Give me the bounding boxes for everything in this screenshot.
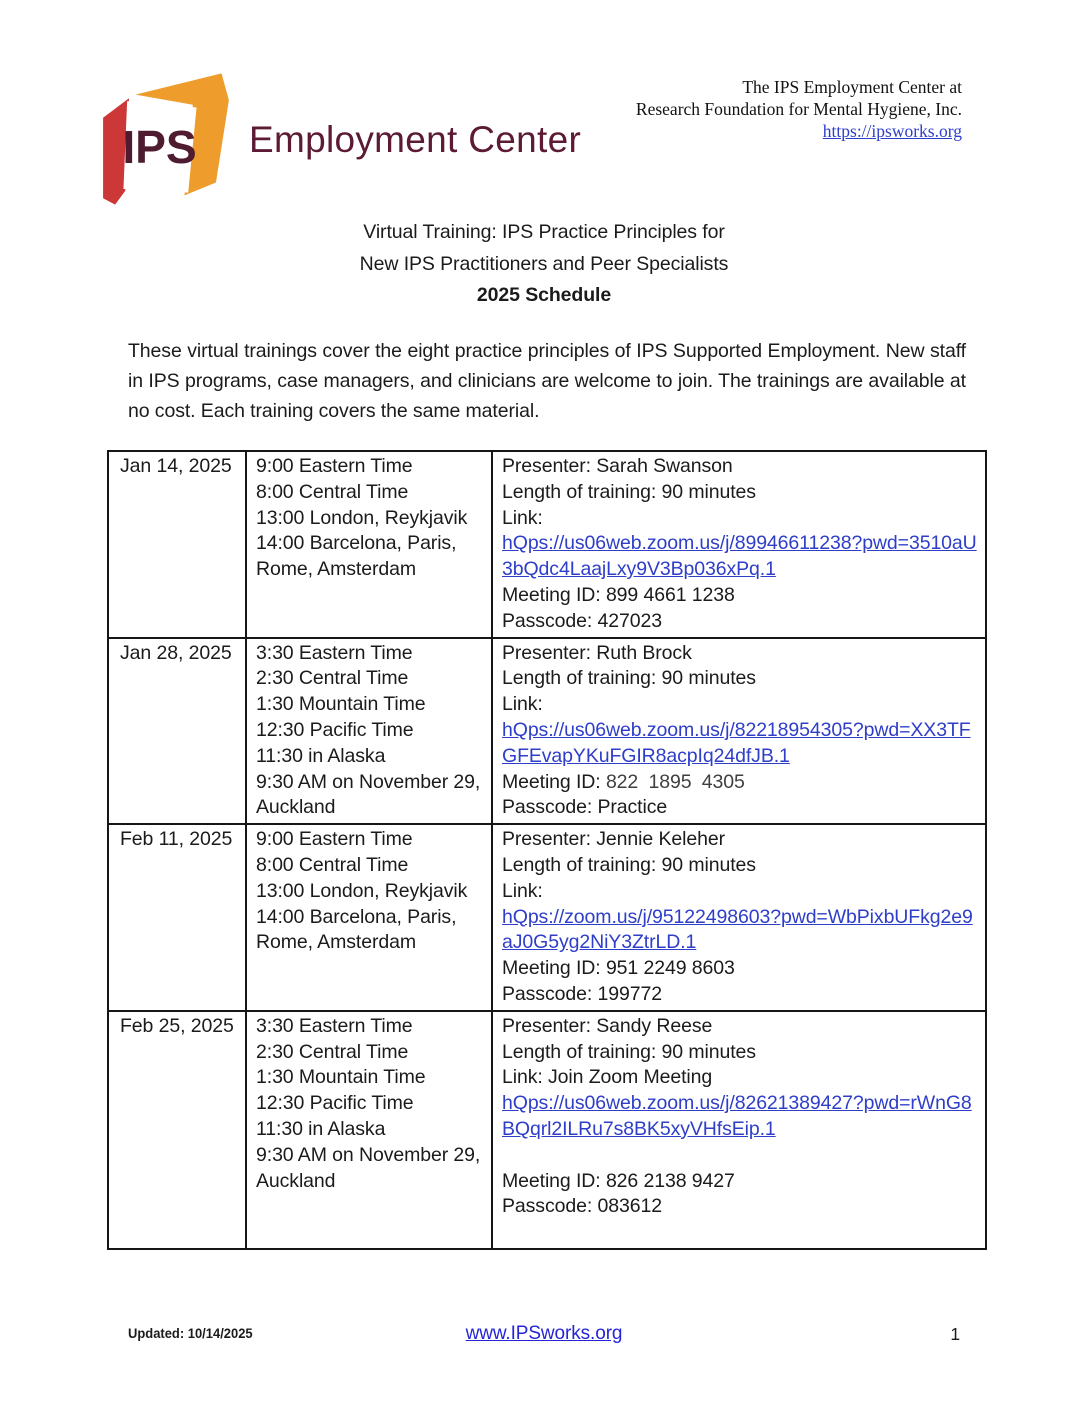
table-row: [108, 451, 986, 638]
meeting-id-line: [502, 956, 977, 982]
meeting-id-line: [502, 1169, 977, 1195]
time-line: 13:00 London, Reykjavik: [256, 879, 468, 902]
footer-updated-text: Updated: 10/14/2025: [128, 1326, 253, 1341]
schedule-table: [107, 450, 987, 1250]
time-line: 13:00 London, Reykjavik: [256, 506, 468, 529]
meeting-id-label: Meeting ID:: [502, 1169, 606, 1192]
date-cell: Feb 25, 2025: [108, 1011, 246, 1249]
date-cell: Jan 14, 2025: [108, 451, 246, 638]
meeting-id-label: Meeting ID:: [502, 770, 606, 793]
passcode-value: 083612: [597, 1195, 662, 1218]
title-line-1: Virtual Training: IPS Practice Principles for: [363, 221, 725, 243]
brand-name: Employment Center: [249, 119, 582, 160]
link-label: Link: Join Zoom Meeting: [502, 1066, 713, 1089]
details-cell: [492, 1011, 986, 1249]
meeting-id-value: 826 2138 9427: [605, 1169, 735, 1192]
zoom-meeting-link[interactable]: hQps://us06web.zoom.us/j/89946611238?pwd=3510aU3bQdc4LaajLxy9V3Bp036xPq.1: [502, 532, 977, 581]
meeting-id-line: [502, 583, 977, 609]
footer-site-wrap: [0, 1323, 1088, 1345]
time-line: 9:00 Eastern Time: [256, 828, 413, 851]
header-org-block: [636, 76, 962, 142]
table-row: [108, 1011, 986, 1249]
meeting-id-value: 899 4661 1238: [605, 583, 735, 606]
page-number: 1: [950, 1324, 960, 1344]
table-row: [108, 638, 986, 825]
title-line-3: 2025 Schedule: [476, 284, 612, 306]
link-label: Link:: [502, 506, 543, 529]
spacer: [502, 1143, 977, 1169]
passcode-value: 199772: [597, 982, 662, 1005]
time-line: 9:00 Eastern Time: [256, 455, 413, 477]
logo-ips-text: IPS: [122, 121, 197, 174]
times-cell: [246, 824, 492, 1011]
time-line: 11:30 in Alaska: [256, 744, 386, 767]
org-line-2: Research Foundation for Mental Hygiene, Inc.: [635, 99, 962, 119]
time-line: 14:00 Barcelona, Paris, Rome, Amsterdam: [256, 532, 457, 581]
meeting-id-value: 951 2249 8603: [605, 957, 735, 980]
presenter-line: Presenter: Ruth Brock: [502, 641, 692, 664]
meeting-id-line: [502, 770, 977, 796]
length-line: Length of training: 90 minutes: [502, 667, 756, 690]
time-line: 3:30 Eastern Time: [256, 1014, 413, 1037]
details-cell: [492, 638, 986, 825]
footer-website-link[interactable]: www.IPSworks.org: [465, 1323, 623, 1344]
time-line: 14:00 Barcelona, Paris, Rome, Amsterdam: [256, 905, 457, 954]
times-cell: [246, 1011, 492, 1249]
header-website-link[interactable]: https://ipsworks.org: [822, 121, 962, 141]
details-cell: [492, 451, 986, 638]
time-line: 12:30 Pacific Time: [256, 1092, 414, 1115]
ips-logo: [92, 68, 240, 210]
date-cell: Feb 11, 2025: [108, 824, 246, 1011]
passcode-label: Passcode:: [502, 796, 598, 819]
time-line: 11:30 in Alaska: [256, 1117, 386, 1140]
time-line: 9:30 AM on November 29, Auckland: [256, 1143, 481, 1192]
passcode-line: [502, 982, 977, 1008]
meeting-id-label: Meeting ID:: [502, 583, 606, 606]
details-cell: [492, 824, 986, 1011]
time-line: 8:00 Central Time: [256, 853, 409, 876]
link-label: Link:: [502, 693, 543, 716]
table-row: [108, 824, 986, 1011]
length-line: Length of training: 90 minutes: [502, 853, 756, 876]
length-line: Length of training: 90 minutes: [502, 1040, 756, 1063]
time-line: 9:30 AM on November 29, Auckland: [256, 770, 481, 819]
passcode-label: Passcode:: [502, 1195, 598, 1218]
time-line: 2:30 Central Time: [256, 1040, 409, 1063]
time-line: 2:30 Central Time: [256, 667, 409, 690]
passcode-label: Passcode:: [502, 609, 598, 632]
time-line: 8:00 Central Time: [256, 480, 409, 503]
link-label: Link:: [502, 879, 543, 902]
meeting-id-label: Meeting ID:: [502, 957, 606, 980]
title-line-2: New IPS Practitioners and Peer Specialists: [359, 252, 729, 275]
zoom-meeting-link[interactable]: hQps://us06web.zoom.us/j/82218954305?pwd=XX3TFGFEvapYKuFGIR8acpIq24dfJB.1: [502, 718, 971, 767]
zoom-meeting-link[interactable]: hQps://us06web.zoom.us/j/82621389427?pwd=rWnG8BQqrl2ILRu7s8BK5xyVHfsEip.1: [502, 1092, 972, 1140]
passcode-value: Practice: [597, 796, 668, 819]
document-title: [0, 217, 1088, 312]
time-line: 3:30 Eastern Time: [256, 641, 413, 664]
spacer: [502, 1220, 977, 1246]
time-line: 1:30 Mountain Time: [256, 693, 426, 716]
length-line: Length of training: 90 minutes: [502, 480, 756, 503]
passcode-line: [502, 1194, 977, 1220]
passcode-label: Passcode:: [502, 982, 598, 1005]
presenter-line: Presenter: Sarah Swanson: [502, 455, 733, 477]
presenter-line: Presenter: Jennie Keleher: [502, 828, 725, 851]
times-cell: [246, 451, 492, 638]
zoom-meeting-link[interactable]: hQps://zoom.us/j/95122498603?pwd=WbPixbUFkg2e9aJ0G5yg2NiY3ZtrLD.1: [502, 905, 973, 954]
passcode-line: [502, 795, 977, 821]
passcode-value: 427023: [597, 609, 662, 632]
times-cell: [246, 638, 492, 825]
time-line: 12:30 Pacific Time: [256, 718, 414, 741]
intro-paragraph: These virtual trainings cover the eight practice principles of IPS Supported Employment. New staff in IPS programs, case managers, and clinicians are welcome to join. The trainings are available at no cost. Each training covers the same material.: [128, 340, 966, 422]
org-line-1: The IPS Employment Center at: [742, 77, 962, 97]
time-line: 1:30 Mountain Time: [256, 1066, 426, 1089]
schedule-table-body: [108, 451, 986, 1249]
meeting-id-value: 822 1895 4305: [605, 770, 745, 793]
presenter-line: Presenter: Sandy Reese: [502, 1014, 713, 1037]
date-cell: Jan 28, 2025: [108, 638, 246, 825]
passcode-line: [502, 609, 977, 635]
